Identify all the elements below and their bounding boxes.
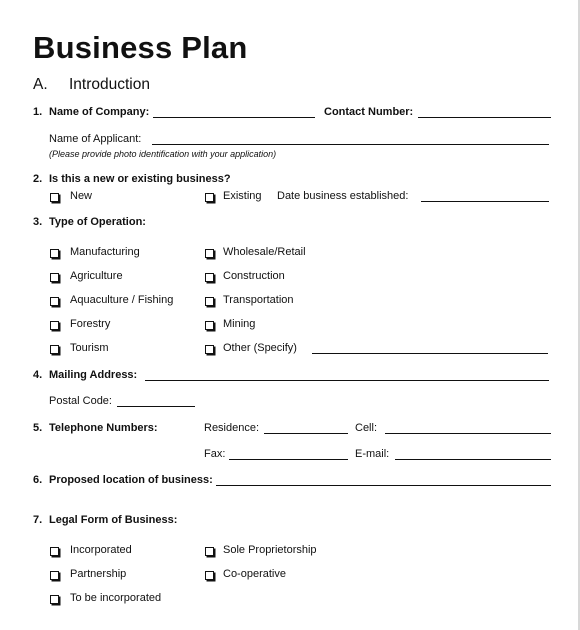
fax-label: Fax: — [204, 448, 226, 460]
q5-number: 5. — [33, 422, 43, 434]
checkbox[interactable] — [205, 571, 214, 580]
other-specify-field[interactable] — [312, 353, 548, 354]
checkbox[interactable] — [205, 297, 214, 306]
postal-code-field[interactable] — [117, 406, 195, 407]
operation-option: Manufacturing — [70, 246, 140, 258]
applicant-name-label: Name of Applicant: — [49, 133, 142, 145]
q2-number: 2. — [33, 173, 43, 185]
checkbox[interactable] — [50, 321, 59, 330]
existing-checkbox[interactable] — [205, 193, 214, 202]
existing-option-label: Existing — [223, 190, 262, 202]
legal-form-option: Incorporated — [70, 544, 132, 556]
checkbox[interactable] — [205, 321, 214, 330]
residence-label: Residence: — [204, 422, 260, 434]
checkbox[interactable] — [50, 547, 59, 556]
cell-field[interactable] — [385, 433, 551, 434]
operation-type-label: Type of Operation: — [49, 216, 146, 228]
company-name-field[interactable] — [153, 117, 315, 118]
operation-option: Mining — [223, 318, 256, 330]
company-name-label: Name of Company: — [49, 106, 150, 118]
q1-number: 1. — [33, 106, 43, 118]
checkbox[interactable] — [205, 273, 214, 282]
applicant-name-field[interactable] — [152, 144, 549, 145]
proposed-location-field[interactable] — [216, 485, 551, 486]
operation-option: Other (Specify) — [223, 342, 297, 354]
contact-number-label: Contact Number: — [324, 106, 414, 118]
residence-field[interactable] — [264, 433, 348, 434]
contact-number-field[interactable] — [418, 117, 551, 118]
checkbox[interactable] — [50, 249, 59, 258]
telephone-numbers-label: Telephone Numbers: — [49, 422, 158, 434]
email-label: E-mail: — [355, 448, 390, 460]
checkbox[interactable] — [205, 547, 214, 556]
checkbox[interactable] — [205, 345, 214, 354]
legal-form-label: Legal Form of Business: — [49, 514, 178, 526]
section-letter: A. — [33, 76, 48, 93]
operation-option: Transportation — [223, 294, 294, 306]
operation-option: Wholesale/Retail — [223, 246, 306, 258]
postal-code-label: Postal Code: — [49, 395, 112, 407]
checkbox[interactable] — [50, 595, 59, 604]
mailing-address-field[interactable] — [145, 380, 549, 381]
operation-option: Construction — [223, 270, 285, 282]
legal-form-option: Co-operative — [223, 568, 286, 580]
legal-form-option: Sole Proprietorship — [223, 544, 317, 556]
checkbox[interactable] — [50, 345, 59, 354]
proposed-location-label: Proposed location of business: — [49, 474, 213, 486]
checkbox[interactable] — [50, 297, 59, 306]
business-status-label: Is this a new or existing business? — [49, 173, 231, 185]
page-title: Business Plan — [33, 30, 248, 65]
mailing-address-label: Mailing Address: — [49, 369, 138, 381]
q7-number: 7. — [33, 514, 43, 526]
section-name: Introduction — [69, 76, 150, 93]
q4-number: 4. — [33, 369, 43, 381]
legal-form-option: To be incorporated — [70, 592, 162, 604]
section-heading — [33, 76, 150, 94]
operation-option: Tourism — [70, 342, 109, 354]
new-option-label: New — [70, 190, 93, 202]
checkbox[interactable] — [205, 249, 214, 258]
fax-field[interactable] — [229, 459, 348, 460]
photo-id-note: (Please provide photo identification with your application) — [49, 149, 277, 159]
q6-number: 6. — [33, 474, 43, 486]
new-checkbox[interactable] — [50, 193, 59, 202]
date-established-field[interactable] — [421, 201, 549, 202]
cell-label: Cell: — [355, 422, 378, 434]
checkbox[interactable] — [50, 273, 59, 282]
email-field[interactable] — [395, 459, 551, 460]
checkbox[interactable] — [50, 571, 59, 580]
date-established-label: Date business established: — [277, 190, 409, 202]
operation-option: Forestry — [70, 318, 111, 330]
legal-form-option: Partnership — [70, 568, 127, 580]
q3-number: 3. — [33, 216, 43, 228]
operation-option: Agriculture — [70, 270, 123, 282]
operation-option: Aquaculture / Fishing — [70, 294, 174, 306]
